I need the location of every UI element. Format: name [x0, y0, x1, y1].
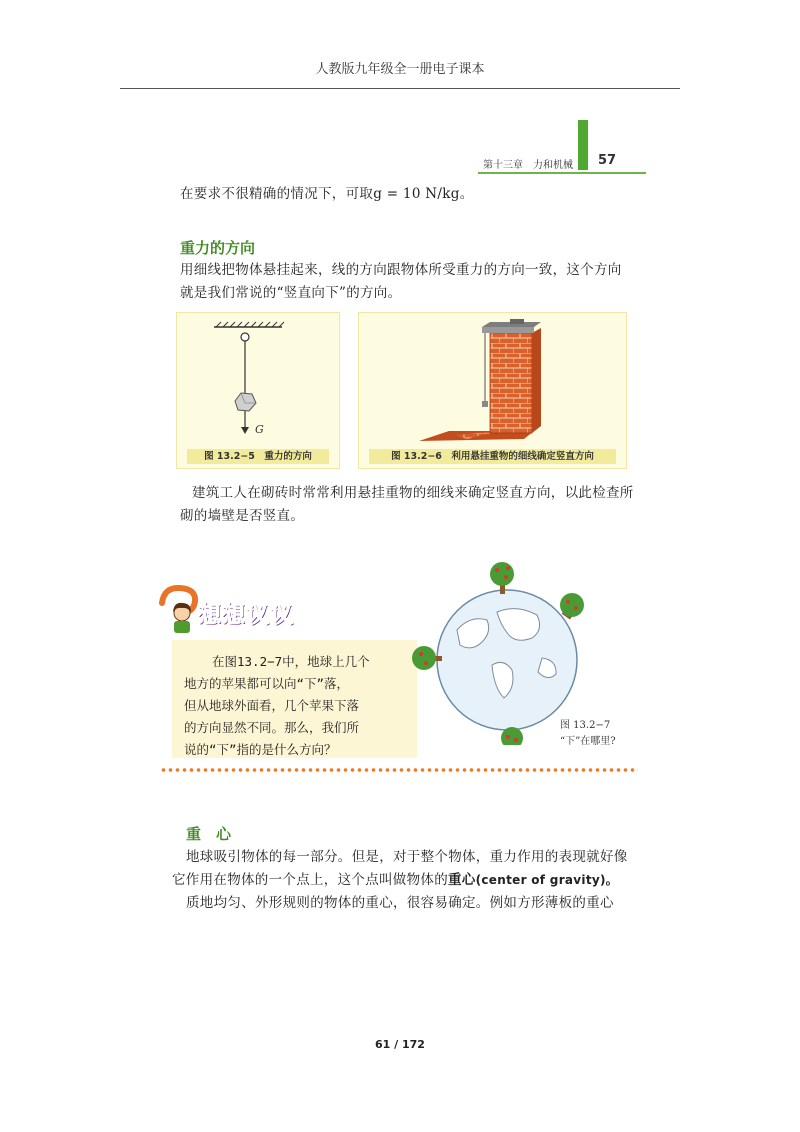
- think-discuss-text: [184, 651, 409, 761]
- english-term: (center of gravity)。: [475, 873, 619, 887]
- figure-caption: 图 13.2−6 利用悬挂重物的细线确定竖直方向: [369, 449, 616, 464]
- figure-caption-number: 图 13.2−7: [560, 720, 611, 731]
- paragraph-line: 建筑工人在砌砖时常常利用悬挂重物的细线来确定竖直方向，以此检查所: [192, 485, 634, 501]
- dotted-divider: [160, 768, 638, 772]
- figure-gravity-direction: [176, 312, 340, 469]
- key-term-center-of-gravity: 重心: [448, 872, 476, 888]
- section-heading-center-of-gravity: 重 心: [186, 825, 232, 843]
- paragraph-line: 砌的墙壁是否竖直。: [180, 508, 305, 524]
- think-discuss-title: 想想议议: [198, 602, 294, 628]
- chapter-tab-marker: [578, 120, 588, 170]
- figure-plumb-line-wall: [358, 312, 627, 469]
- paragraph-line: [172, 869, 618, 892]
- page-indicator: 61 / 172: [375, 1038, 425, 1051]
- brick-wall-illustration: [359, 313, 626, 447]
- paragraph-line: 用细线把物体悬挂起来，线的方向跟物体所受重力的方向一致，这个方向: [180, 262, 622, 278]
- figure-caption: 图 13.2−5 重力的方向: [187, 449, 329, 464]
- paragraph-line: 质地均匀、外形规则的物体的重心，很容易确定。例如方形薄板的重心: [186, 895, 614, 911]
- header-divider: [120, 88, 680, 89]
- paragraph-line: 就是我们常说的“竖直向下”的方向。: [180, 285, 402, 301]
- book-page-number: 57: [598, 153, 617, 168]
- figure-caption-title: “下”在哪里?: [560, 736, 616, 747]
- line-prefix: 它作用在物体的一个点上，这个点叫做物体的: [172, 872, 448, 888]
- paragraph-line: 地球吸引物体的每一部分。但是，对于整个物体，重力作用的表现就好像: [186, 849, 628, 865]
- intro-line: 在要求不很精确的情况下，可取g = 10 N/kg。: [180, 186, 474, 202]
- think-line: 地方的苹果都可以向“下”落，: [184, 676, 350, 691]
- force-label-g: G: [255, 423, 264, 436]
- think-line: 在图13.2−7中，地球上几个: [212, 654, 370, 669]
- think-line: 说的“下”指的是什么方向？: [184, 742, 337, 757]
- chapter-label: 第十三章 力和机械: [483, 160, 573, 171]
- chapter-rule: [478, 172, 646, 174]
- document-header-title: 人教版九年级全一册电子课本: [315, 62, 485, 77]
- section-heading-gravity-direction: 重力的方向: [180, 239, 256, 257]
- think-line: 但从地球外面看，几个苹果下落: [184, 698, 360, 713]
- think-line: 的方向显然不同。那么，我们所: [184, 720, 360, 735]
